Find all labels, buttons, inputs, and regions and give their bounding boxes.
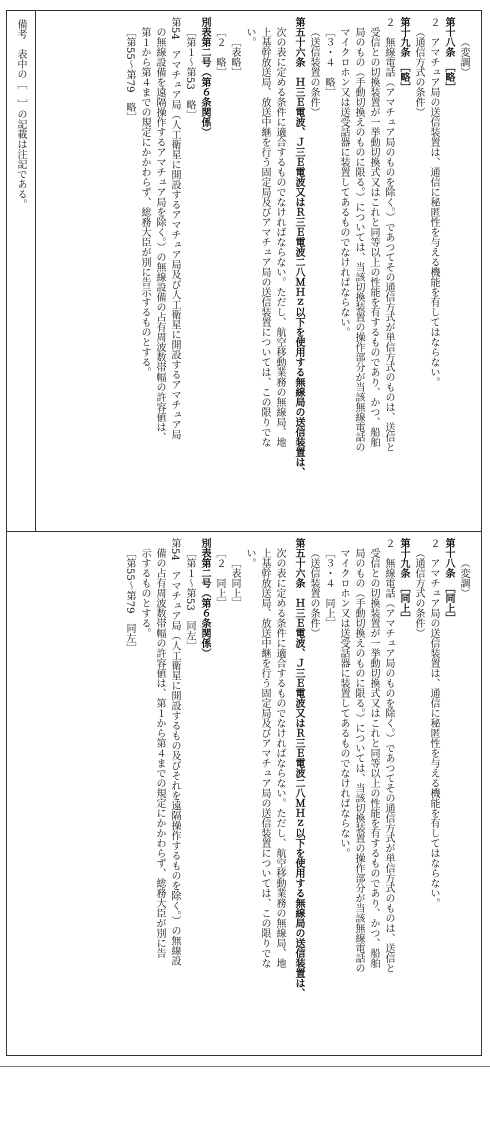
new-text-column xyxy=(41,538,471,1049)
new-version-line: ［２ 同上］ xyxy=(214,548,225,608)
old-version-line: 第五十六条 Ｈ三Ｅ電波、Ｊ三Ｅ電波又はＲ三Ｅ電波二八ＭＨｚ以下を使用する無線局の送信装置は、 xyxy=(293,17,304,477)
old-version-line: ２ 無線電話（アマチュア局のものを除く。）であつてその通信方式が単信方式のものは、送信と xyxy=(383,17,394,452)
remark-label: 備考 xyxy=(15,19,26,39)
old-version-line: ［２ 略］ xyxy=(214,27,225,77)
old-version-line: マイクロホン又は送受話器に装置してあるものでなければならない。 xyxy=(338,27,349,337)
old-version-line: ２ アマチュア局の送信装置は、通信に秘匿性を与える機能を有してはならない。 xyxy=(428,17,439,387)
new-version-line: 示するものとする。 xyxy=(139,548,150,638)
new-version-line: 次の表に定める条件に適合するものでなければならない。ただし、航空移動業務の無線局、地 xyxy=(274,548,285,968)
old-version-line: ［第１～第53 略］ xyxy=(184,27,195,120)
remark-text: 表中の［ ］の記載は注記である。 xyxy=(15,49,26,209)
new-version-line: 第54 アマチュア局（人工衛星に開設するもの及びそれを遠隔操作するものを除く。）の無線設 xyxy=(169,538,180,966)
new-version-line: ２ 無線電話（アマチュア局のものを除く。）であつてその通信方式が単信方式のものは、送信と xyxy=(383,538,394,973)
new-version-line: ［表同上］ xyxy=(229,558,240,608)
new-version-line: マイクロホン又は送受話器に装置してあるものでなければならない。 xyxy=(338,548,349,858)
old-version-line: 別表第二号（第６条関係） xyxy=(199,17,210,137)
new-version-line: 局のもの（手動切換えのものに限る。）については、当該切換装置の操作部分が当該無線電話の xyxy=(353,548,364,973)
new-version-line: 第十八条 ［同上］ xyxy=(443,538,454,623)
new-version-line: ２ アマチュア局の送信装置は、通信に秘匿性を与える機能を有してはならない。 xyxy=(428,538,439,908)
remark-line xyxy=(13,19,28,525)
new-version-line: 第十九条 ［同上］ xyxy=(398,538,409,623)
upper-cell-old xyxy=(7,11,481,531)
old-version-line: 局のもの（手動切換えのものに限る。）については、当該切換装置の操作部分が当該無線電話の xyxy=(353,27,364,452)
new-version-line: ［３・４ 同上］ xyxy=(323,548,334,628)
left-remark-divider xyxy=(35,11,36,531)
old-version-line: 第十八条 ［略］ xyxy=(443,17,454,92)
old-version-line: （送信装置の条件） xyxy=(308,27,319,117)
old-version-line: ［表略］ xyxy=(229,37,240,77)
old-version-line: 上基幹放送局、放送中継を行う固定局及びアマチュア局の送信装置については、この限りでな xyxy=(259,27,270,447)
new-version-line: （通信方式の条件） xyxy=(413,548,424,638)
new-version-line: 備の占有周波数帯幅の許容値は、第１から第４までの規定にかかわらず、総務大臣が別に告 xyxy=(154,548,165,958)
old-version-line: 次の表に定める条件に適合するものでなければならない。ただし、航空移動業務の無線局、地 xyxy=(274,27,285,447)
old-text-column xyxy=(41,17,471,525)
comparison-table xyxy=(6,10,482,1056)
old-version-line: （通信方式の条件） xyxy=(413,27,424,117)
new-version-line: 第五十六条 Ｈ三Ｅ電波、Ｊ三Ｅ電波又はＲ三Ｅ電波二八ＭＨｚ以下を使用する無線局の送信装置は、 xyxy=(293,538,304,998)
old-version-line: ［第55～第79 略］ xyxy=(124,27,135,123)
new-version-line: い。 xyxy=(244,548,255,568)
lower-cell-new xyxy=(7,532,481,1055)
new-version-line: ［第55～第79 同左］ xyxy=(124,548,135,654)
old-version-line: 第十九条 ［略］ xyxy=(398,17,409,92)
new-version-line: 別表第二号（第６条関係） xyxy=(199,538,210,658)
old-version-line: ［３・４ 略］ xyxy=(323,27,334,97)
old-version-line: （変調） xyxy=(458,37,469,77)
new-version-line: 受信との切換装置が一挙動切換式又はこれと同等以上の性能を有するものであり、かつ、船舶 xyxy=(368,548,379,968)
old-version-line: 第54 アマチュア局（人工衛星に開設するアマチュア局及び人工衛星に開設するアマチュア局 xyxy=(169,17,180,440)
new-version-line: 上基幹放送局、放送中継を行う固定局及びアマチュア局の送信装置については、この限りでな xyxy=(259,548,270,968)
page-bottom-rule xyxy=(0,1066,490,1067)
remark-column xyxy=(13,19,28,525)
old-version-line: の無線設備を遠隔操作するアマチュア局を除く。）の無線設備の占有周波数帯幅の許容値は、 xyxy=(154,27,165,442)
old-version-line: 第１から第４までの規定にかかわらず、総務大臣が別に告示するものとする。 xyxy=(139,27,150,377)
new-version-line: （変調） xyxy=(458,558,469,598)
new-version-line: （送信装置の条件） xyxy=(308,548,319,638)
new-version-line: ［第１～第53 同左］ xyxy=(184,548,195,651)
old-version-line: 受信との切換装置が一挙動切換式又はこれと同等以上の性能を有するものであり、かつ、船舶 xyxy=(368,27,379,447)
old-version-line: い。 xyxy=(244,27,255,47)
